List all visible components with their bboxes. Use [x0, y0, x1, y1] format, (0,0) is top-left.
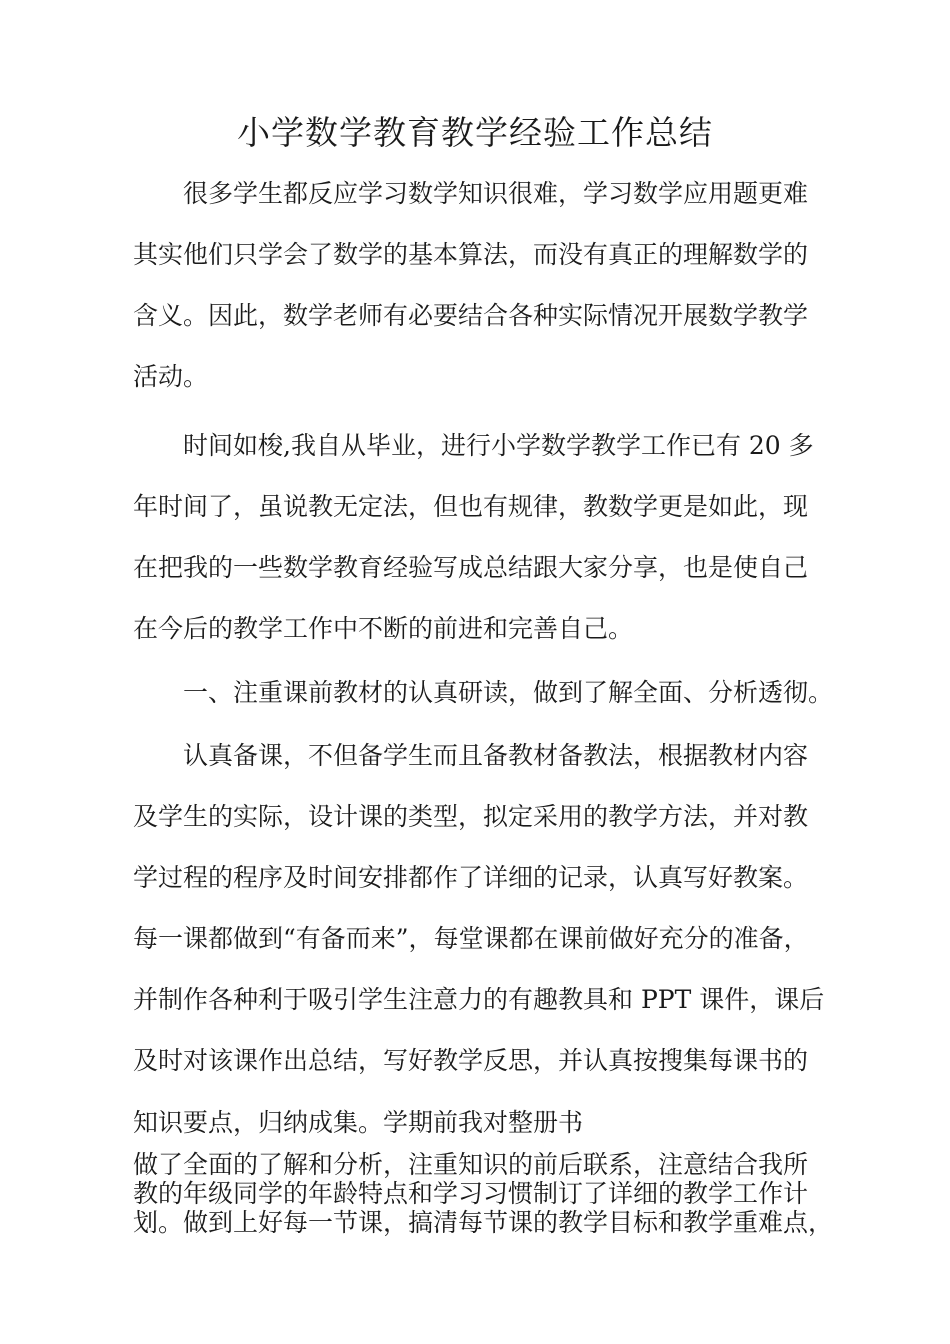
- paragraph-line: 时间如梭,我自从毕业，进行小学数学教学工作已有 20 多: [183, 431, 814, 460]
- paragraph-line: 年时间了，虽说教无定法，但也有规律，教数学更是如此，现: [133, 492, 809, 521]
- paragraph-line: 及学生的实际，设计课的类型，拟定采用的教学方法，并对教: [133, 802, 809, 831]
- paragraph-line: 做了全面的了解和分析，注重知识的前后联系，注意结合我所: [133, 1150, 809, 1179]
- paragraph-line: 划。做到上好每一节课，搞清每节课的教学目标和教学重难点，: [133, 1208, 834, 1237]
- paragraph-line: 很多学生都反应学习数学知识很难，学习数学应用题更难: [183, 179, 809, 208]
- paragraph-line: 其实他们只学会了数学的基本算法，而没有真正的理解数学的: [133, 240, 809, 269]
- paragraph-line: 及时对该课作出总结，写好教学反思，并认真按搜集每课书的: [133, 1046, 809, 1075]
- paragraph-line: 学过程的程序及时间安排都作了详细的记录，认真写好教案。: [133, 863, 809, 892]
- document-title: 小学数学教育教学经验工作总结: [237, 113, 713, 152]
- paragraph-line: 认真备课，不但备学生而且备教材备教法，根据教材内容: [183, 741, 809, 770]
- paragraph-line: 在把我的一些数学教育经验写成总结跟大家分享，也是使自己: [133, 553, 809, 582]
- paragraph-line: 知识要点，归纳成集。学期前我对整册书: [133, 1108, 584, 1137]
- paragraph-line: 在今后的教学工作中不断的前进和完善自己。: [133, 614, 634, 643]
- paragraph-line: 每一课都做到“有备而来”，每堂课都在课前做好充分的准备，: [133, 924, 809, 953]
- paragraph-line: 活动。: [133, 362, 209, 391]
- paragraph-line: 并制作各种利于吸引学生注意力的有趣教具和 PPT 课件，课后: [133, 985, 825, 1014]
- section-heading: 一、注重课前教材的认真研读，做到了解全面、分析透彻。: [183, 678, 834, 707]
- paragraph-line: 教的年级同学的年龄特点和学习习惯制订了详细的教学工作计: [133, 1179, 809, 1208]
- paragraph-line: 含义。因此，数学老师有必要结合各种实际情况开展数学教学: [133, 301, 809, 330]
